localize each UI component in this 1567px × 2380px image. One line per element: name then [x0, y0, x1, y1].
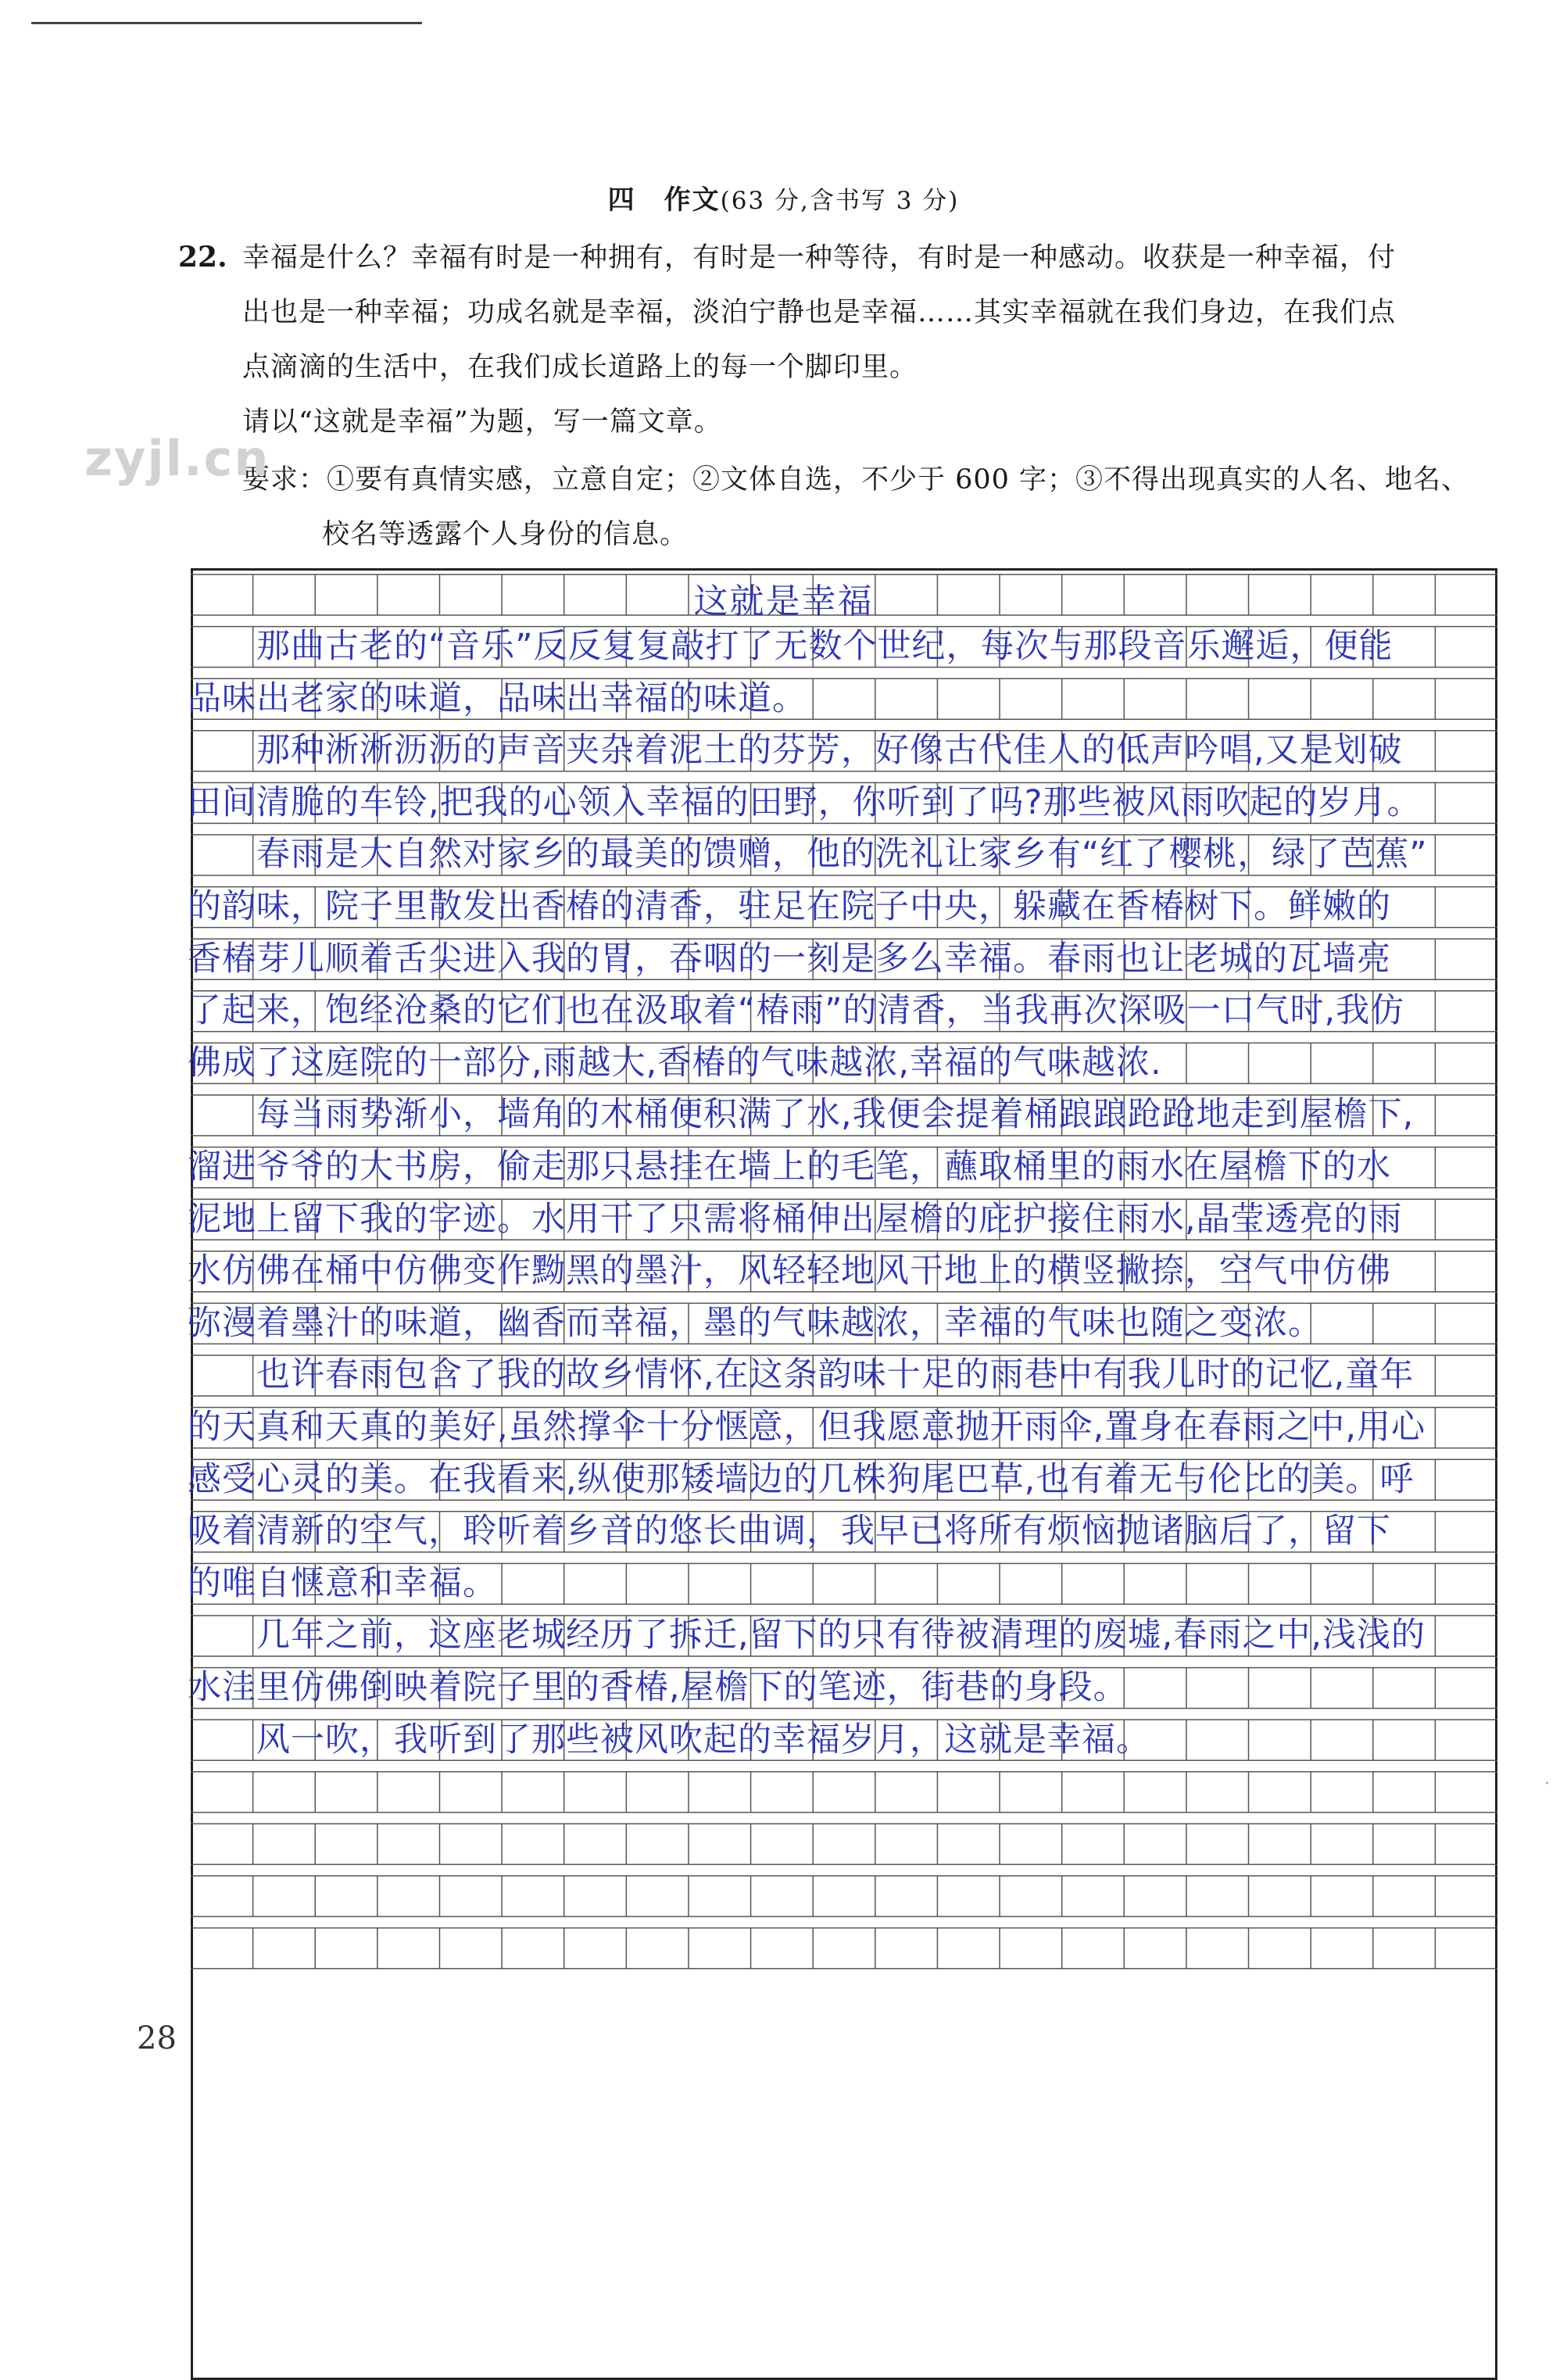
essay-line: 的天真和天真的美好,虽然撑伞十分惬意，但我愿意抛开雨伞,置身在春雨之中,用心 [188, 1408, 1426, 1447]
edge-mark: · [1544, 1774, 1550, 1794]
question-number: 22. [178, 241, 227, 274]
essay-line: 田间清脆的车铃,把我的心领入幸福的田野，你听到了吗?那些被风雨吹起的岁月。 [188, 783, 1422, 822]
essay-line: 那曲古老的“音乐”反反复复敲打了无数个世纪，每次与那段音乐邂逅，便能 [188, 627, 1393, 666]
question-line: 出也是一种幸福；功成名就是幸福，淡泊宁静也是幸福……其实幸福就在我们身边，在我们点 [242, 297, 1397, 328]
section-name: 作文 [664, 184, 721, 216]
essay-line: 的韵味，院子里散发出香椿的清香，驻足在院子中央，躲藏在香椿树下。鲜嫩的 [188, 887, 1391, 926]
essay-title: 这就是幸福 [693, 582, 874, 621]
section-note: (63 分,含书写 3 分) [720, 187, 960, 215]
question-line: 点滴滴的生活中，在我们成长道路上的每一个脚印里。 [242, 352, 918, 383]
essay-line: 几年之前，这座老城经历了拆迁,留下的只有待被清理的废墟,春雨之中,浅浅的 [188, 1616, 1426, 1655]
essay-line: 的唯自惬意和幸福。 [188, 1564, 497, 1603]
section-title [0, 178, 1567, 217]
essay-line: 香椿芽儿顺着舌尖进入我的胃，吞咽的一刻是多么幸福。春雨也让老城的瓦墙亮 [188, 939, 1391, 979]
essay-line: 水仿佛在桶中仿佛变作黝黑的墨汁，风轻轻地风干地上的横竖撇捺，空气中仿佛 [188, 1251, 1391, 1290]
essay-line: 感受心灵的美。在我看来,纵使那矮墙边的几株狗尾巴草,也有着无与伦比的美。呼 [188, 1460, 1415, 1499]
essay-line: 水洼里仿佛倒映着院子里的香椿,屋檐下的笔迹，街巷的身段。 [188, 1668, 1128, 1707]
essay-line: 吸着清新的空气，聆听着乡音的悠长曲调，我早已将所有烦恼抛诸脑后了，留下 [188, 1512, 1391, 1551]
essay-line: 溜进爷爷的大书房，偷走那只悬挂在墙上的毛笔，蘸取桶里的雨水在屋檐下的水 [188, 1147, 1391, 1186]
essay-line: 品味出老家的味道，品味出幸福的味道。 [188, 679, 807, 718]
essay-line: 每当雨势渐小，墙角的木桶便积满了水,我便会提着桶踉踉跄跄地走到屋檐下, [188, 1095, 1415, 1134]
page-number: 28 [137, 2020, 177, 2056]
question-requirements-cont: 校名等透露个人身份的信息。 [322, 519, 689, 550]
essay-line: 那种淅淅沥沥的声音夹杂着泥土的芬芳，好像古代佳人的低声吟唱,又是划破 [188, 731, 1403, 770]
essay-line: 佛成了这庭院的一部分,雨越大,香椿的气味越浓,幸福的气味越浓. [188, 1043, 1162, 1083]
essay-line: 也许春雨包含了我的故乡情怀,在这条韵味十足的雨巷中有我儿时的记忆,童年 [188, 1355, 1415, 1394]
essay-line: 春雨是大自然对家乡的最美的馈赠，他的洗礼让家乡有“红了樱桃，绿了芭蕉” [188, 835, 1428, 874]
essay-line: 泥地上留下我的字迹。水用干了只需将桶伸出屋檐的庇护接住雨水,晶莹透亮的雨 [188, 1200, 1403, 1239]
question-prompt: 请以“这就是幸福”为题，写一篇文章。 [242, 406, 722, 438]
question-requirements: 要求：①要有真情实感，立意自定；②文体自选，不少于 600 字；③不得出现真实的人名、地名、 [242, 464, 1470, 496]
essay-line: 了起来，饱经沧桑的它们也在汲取着“椿雨”的清香，当我再次深吸一口气时,我仿 [188, 991, 1405, 1030]
essay-line: 弥漫着墨汁的味道，幽香而幸福，墨的气味越浓，幸福的气味也随之变浓。 [188, 1304, 1322, 1343]
section-number: 四 [607, 184, 636, 216]
essay-line: 风一吹，我听到了那些被风吹起的幸福岁月，这就是幸福。 [188, 1720, 1150, 1759]
watermark: zyjl.cn [84, 430, 270, 487]
question-line: 幸福是什么？幸福有时是一种拥有，有时是一种等待，有时是一种感动。收获是一种幸福，付 [242, 242, 1397, 274]
top-rule [31, 22, 422, 24]
